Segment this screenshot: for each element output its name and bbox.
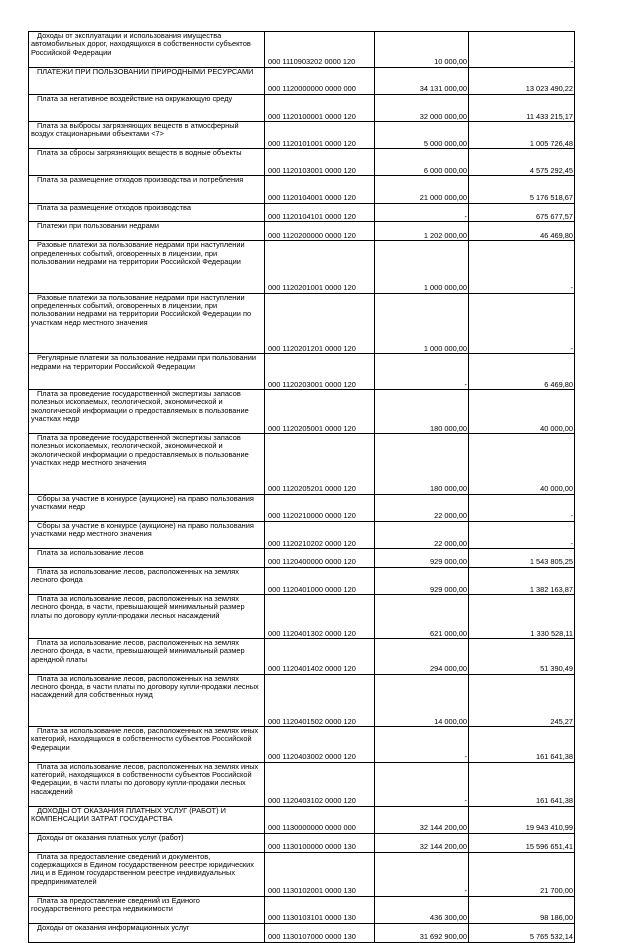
table-row: [29, 67, 575, 94]
income-name-cell: Плата за предоставление сведений из Единого государственного реестра недвижимости: [29, 896, 265, 923]
table-row: [29, 121, 575, 148]
planned-amount-cell: 5 000 000,00: [375, 121, 469, 148]
planned-amount-cell: 1 000 000,00: [375, 293, 469, 354]
table-row: [29, 203, 575, 222]
planned-amount-cell: -: [375, 762, 469, 806]
income-name-cell: Плата за предоставление сведений и документов, содержащихся в Едином государственном реестре юридических лиц и в Едином государственном реестре индивидуальных предпринимателей: [29, 852, 265, 896]
actual-amount-cell: 98 186,00: [469, 896, 575, 923]
table-row: [29, 727, 575, 763]
table-row: [29, 896, 575, 923]
budget-code-cell: 000 1120104101 0000 120: [265, 203, 375, 222]
income-name-cell: Регулярные платежи за пользование недрами при пользовании недрами на территории Российской Федерации: [29, 354, 265, 390]
budget-code-cell: 000 1120401302 0000 120: [265, 595, 375, 639]
income-name-cell: Плата за использование лесов, расположенных на землях иных категорий, находящихся в собственности субъектов Российской Федерации: [29, 727, 265, 763]
income-name-cell: Плата за использование лесов, расположенных на землях лесного фонда, в части, превышающей минимальный размер арендной платы: [29, 639, 265, 675]
income-name-cell: Сборы за участие в конкурсе (аукционе) на право пользования участками недр: [29, 494, 265, 521]
budget-code-cell: 000 1120403002 0000 120: [265, 727, 375, 763]
table-row: [29, 389, 575, 433]
table-row: [29, 222, 575, 241]
budget-code-cell: 000 1120210202 0000 120: [265, 521, 375, 548]
planned-amount-cell: 34 131 000,00: [375, 67, 469, 94]
table-row: [29, 354, 575, 390]
income-name-cell: Плата за использование лесов, расположенных на землях лесного фонда: [29, 567, 265, 594]
budget-code-cell: 000 1130107000 0000 130: [265, 923, 375, 942]
planned-amount-cell: 294 000,00: [375, 639, 469, 675]
budget-code-cell: 000 1120205001 0000 120: [265, 389, 375, 433]
actual-amount-cell: 245,27: [469, 674, 575, 726]
budget-code-cell: 000 1120103001 0000 120: [265, 149, 375, 176]
actual-amount-cell: 46 469,80: [469, 222, 575, 241]
planned-amount-cell: 929 000,00: [375, 567, 469, 594]
budget-code-cell: 000 1120203001 0000 120: [265, 354, 375, 390]
income-name-cell: Плата за проведение государственной экспертизы запасов полезных ископаемых, геологической, экономической и экологической информации о предоставляемых в пользование участках недр местного значения: [29, 433, 265, 494]
budget-code-cell: 000 1120201201 0000 120: [265, 293, 375, 354]
planned-amount-cell: 14 000,00: [375, 674, 469, 726]
budget-code-cell: 000 1130103101 0000 130: [265, 896, 375, 923]
planned-amount-cell: 32 144 200,00: [375, 806, 469, 833]
budget-code-cell: 000 1120201001 0000 120: [265, 241, 375, 293]
income-name-cell: Доходы от оказания информационных услуг: [29, 923, 265, 942]
actual-amount-cell: 1 543 805,25: [469, 549, 575, 568]
actual-amount-cell: 40 000,00: [469, 389, 575, 433]
table-row: [29, 94, 575, 121]
income-name-cell: Платежи при пользовании недрами: [29, 222, 265, 241]
table-row: [29, 293, 575, 354]
actual-amount-cell: 13 023 490,22: [469, 67, 575, 94]
table-row: [29, 549, 575, 568]
budget-code-cell: 000 1130100000 0000 130: [265, 833, 375, 852]
table-row: [29, 176, 575, 203]
income-name-cell: Разовые платежи за пользование недрами при наступлении определенных событий, оговоренных в лицензии, при пользовании недрами на территории Российской Федерации по участкам недр местного значения: [29, 293, 265, 354]
budget-code-cell: 000 1120104001 0000 120: [265, 176, 375, 203]
planned-amount-cell: 621 000,00: [375, 595, 469, 639]
actual-amount-cell: 40 000,00: [469, 433, 575, 494]
income-name-cell: Разовые платежи за пользование недрами при наступлении определенных событий, оговоренных в лицензии, при пользовании недрами на территории Российской Федерации: [29, 241, 265, 293]
actual-amount-cell: 21 700,00: [469, 852, 575, 896]
actual-amount-cell: -: [469, 241, 575, 293]
table-row: [29, 674, 575, 726]
actual-amount-cell: 4 575 292,45: [469, 149, 575, 176]
budget-code-cell: 000 1130102001 0000 130: [265, 852, 375, 896]
planned-amount-cell: -: [375, 354, 469, 390]
table-row: [29, 806, 575, 833]
actual-amount-cell: 1 005 726,48: [469, 121, 575, 148]
actual-amount-cell: -: [469, 293, 575, 354]
actual-amount-cell: 51 390,49: [469, 639, 575, 675]
table-row: [29, 762, 575, 806]
planned-amount-cell: -: [375, 852, 469, 896]
actual-amount-cell: 161 641,38: [469, 762, 575, 806]
table-row: [29, 567, 575, 594]
planned-amount-cell: 32 000 000,00: [375, 94, 469, 121]
table-row: [29, 852, 575, 896]
actual-amount-cell: 1 382 163,87: [469, 567, 575, 594]
budget-code-cell: 000 1120210000 0000 120: [265, 494, 375, 521]
budget-code-cell: 000 1120401502 0000 120: [265, 674, 375, 726]
income-name-cell: Сборы за участие в конкурсе (аукционе) на право пользования участками недр местного значения: [29, 521, 265, 548]
income-report-table: [28, 31, 575, 943]
planned-amount-cell: 180 000,00: [375, 389, 469, 433]
table-row: [29, 494, 575, 521]
actual-amount-cell: 19 943 410,99: [469, 806, 575, 833]
budget-code-cell: 000 1120401000 0000 120: [265, 567, 375, 594]
actual-amount-cell: -: [469, 494, 575, 521]
budget-code-cell: 000 1110903202 0000 120: [265, 32, 375, 68]
budget-code-cell: 000 1120101001 0000 120: [265, 121, 375, 148]
budget-code-cell: 000 1130000000 0000 000: [265, 806, 375, 833]
actual-amount-cell: 15 596 651,41: [469, 833, 575, 852]
table-row: [29, 639, 575, 675]
planned-amount-cell: 32 144 200,00: [375, 833, 469, 852]
planned-amount-cell: 1 000 000,00: [375, 241, 469, 293]
table-row: [29, 833, 575, 852]
income-name-cell: Плата за использование лесов: [29, 549, 265, 568]
actual-amount-cell: 6 469,80: [469, 354, 575, 390]
table-row: [29, 521, 575, 548]
budget-code-cell: 000 1120401402 0000 120: [265, 639, 375, 675]
income-name-cell: Плата за размещение отходов производства и потребления: [29, 176, 265, 203]
income-name-cell: ПЛАТЕЖИ ПРИ ПОЛЬЗОВАНИИ ПРИРОДНЫМИ РЕСУРСАМИ: [29, 67, 265, 94]
planned-amount-cell: 1 202 000,00: [375, 222, 469, 241]
actual-amount-cell: 1 330 528,11: [469, 595, 575, 639]
budget-code-cell: 000 1120403102 0000 120: [265, 762, 375, 806]
budget-code-cell: 000 1120400000 0000 120: [265, 549, 375, 568]
budget-code-cell: 000 1120205201 0000 120: [265, 433, 375, 494]
planned-amount-cell: 929 000,00: [375, 549, 469, 568]
budget-code-cell: 000 1120000000 0000 000: [265, 67, 375, 94]
planned-amount-cell: 31 692 900,00: [375, 923, 469, 942]
income-name-cell: Плата за использование лесов, расположенных на землях иных категорий, находящихся в собственности субъектов Российской Федерации, в части платы по договору купли-продажи лесных насаждений: [29, 762, 265, 806]
actual-amount-cell: 11 433 215,17: [469, 94, 575, 121]
actual-amount-cell: 161 641,38: [469, 727, 575, 763]
planned-amount-cell: 436 300,00: [375, 896, 469, 923]
income-name-cell: ДОХОДЫ ОТ ОКАЗАНИЯ ПЛАТНЫХ УСЛУГ (РАБОТ) И КОМПЕНСАЦИИ ЗАТРАТ ГОСУДАРСТВА: [29, 806, 265, 833]
table-row: [29, 149, 575, 176]
income-name-cell: Доходы от оказания платных услуг (работ): [29, 833, 265, 852]
budget-code-cell: 000 1120100001 0000 120: [265, 94, 375, 121]
income-name-cell: Плата за выбросы загрязняющих веществ в атмосферный воздух стационарными объектами <7>: [29, 121, 265, 148]
table-row: [29, 32, 575, 68]
table-body: [29, 32, 575, 943]
planned-amount-cell: 180 000,00: [375, 433, 469, 494]
planned-amount-cell: 10 000,00: [375, 32, 469, 68]
actual-amount-cell: -: [469, 521, 575, 548]
table-row: [29, 923, 575, 942]
actual-amount-cell: -: [469, 32, 575, 68]
actual-amount-cell: 5 765 532,14: [469, 923, 575, 942]
income-name-cell: Плата за размещение отходов производства: [29, 203, 265, 222]
planned-amount-cell: 22 000,00: [375, 494, 469, 521]
income-name-cell: Плата за негативное воздействие на окружающую среду: [29, 94, 265, 121]
actual-amount-cell: 675 677,57: [469, 203, 575, 222]
income-name-cell: Доходы от эксплуатации и использования имущества автомобильных дорог, находящихся в собственности субъектов Российской Федерации: [29, 32, 265, 68]
planned-amount-cell: 6 000 000,00: [375, 149, 469, 176]
income-name-cell: Плата за проведение государственной экспертизы запасов полезных ископаемых, геологической, экономической и экологической информации о предоставляемых в пользование участках недр: [29, 389, 265, 433]
income-name-cell: Плата за сбросы загрязняющих веществ в водные объекты: [29, 149, 265, 176]
planned-amount-cell: 21 000 000,00: [375, 176, 469, 203]
planned-amount-cell: -: [375, 727, 469, 763]
table-row: [29, 595, 575, 639]
actual-amount-cell: 5 176 518,67: [469, 176, 575, 203]
table-row: [29, 241, 575, 293]
planned-amount-cell: -: [375, 203, 469, 222]
planned-amount-cell: 22 000,00: [375, 521, 469, 548]
table-row: [29, 433, 575, 494]
budget-code-cell: 000 1120200000 0000 120: [265, 222, 375, 241]
income-name-cell: Плата за использование лесов, расположенных на землях лесного фонда, в части платы по договору купли-продажи лесных насаждений для собственных нужд: [29, 674, 265, 726]
income-name-cell: Плата за использование лесов, расположенных на землях лесного фонда, в части, превышающей минимальный размер платы по договору купли-продажи лесных насаждений: [29, 595, 265, 639]
